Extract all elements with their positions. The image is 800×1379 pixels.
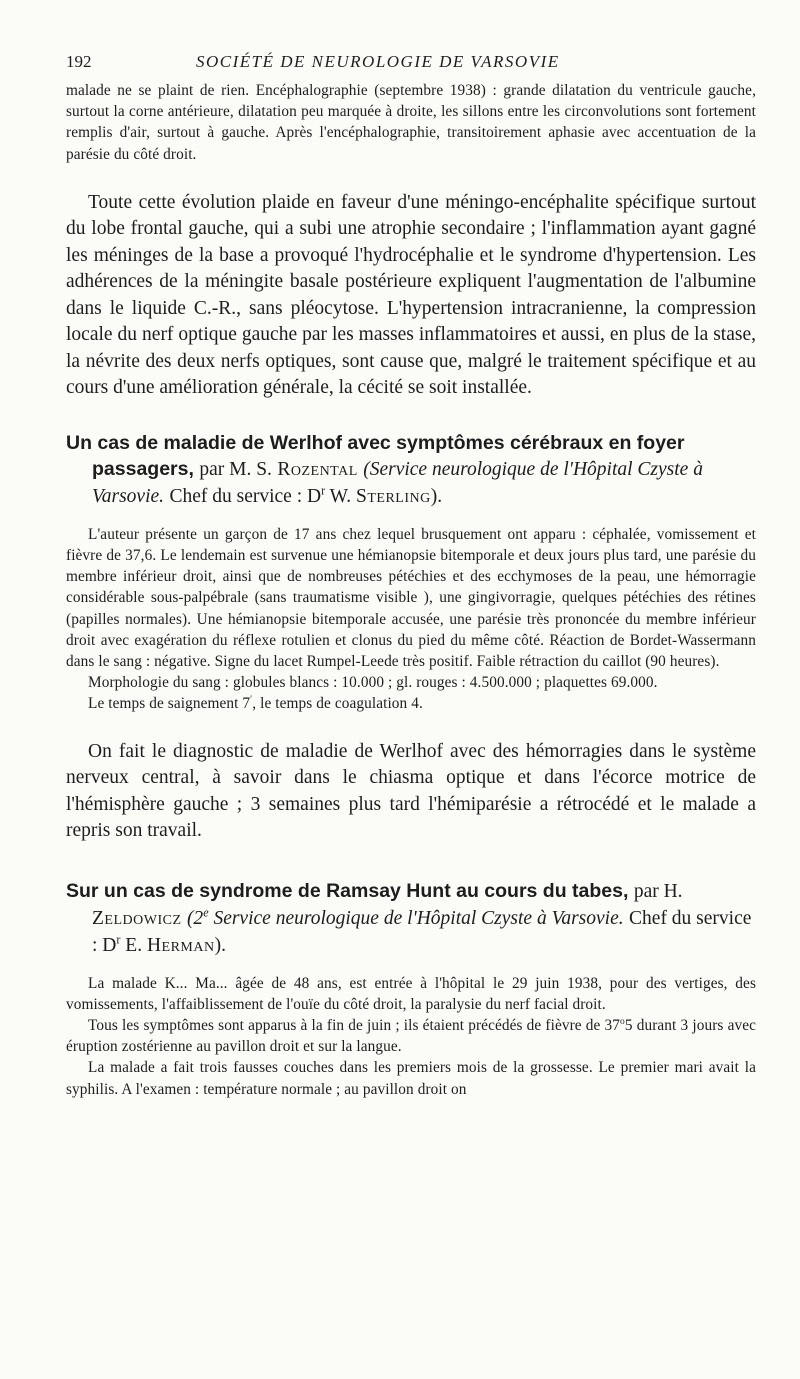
intro-paragraph: malade ne se plaint de rien. Encéphalographie (septembre 1938) : grande dilatation du ventricule gauche, surtout la corne antérieure, dilatation peu marquée à droite, les sillons entre les circonvolutions sont fortement remplis d'air, surtout à gauche. Après l'encéphalographie, transitoirement aphasie avec accentuation de la parésie du côté droit. — [66, 82, 756, 163]
article-2-heading — [66, 878, 756, 959]
article-2-by: par H. — [633, 880, 683, 902]
article-2-paragraph-2: Tous les symptômes sont apparus à la fin de juin ; ils étaient précédés de fièvre de 37$^o$5 durant 3 jours avec éruption zostérienne au pavillon droit et sur la langue. — [66, 1016, 756, 1056]
article-2-paragraph-1: La malade K... Ma... âgée de 48 ans, est entrée à l'hôpital le 29 juin 1938, pour des vertiges, des vomissements, l'affaiblissement de l'ouïe du côté droit, la paralysie du nerf facial droit. — [66, 974, 756, 1013]
page — [66, 52, 756, 1100]
running-title: SOCIÉTÉ DE NEUROLOGIE DE VARSOVIE — [196, 52, 560, 71]
article-2-author: Zeldowicz — [92, 907, 182, 929]
article-1-diagnosis: On fait le diagnostic de maladie de Werlhof avec des hémorragies dans le système nerveux central, à savoir dans le chiasma optique et dans l'écorce motrice de l'hémisphère gauche ; 3 semaines plus tard l'hémiparésie a rétrocédé et le malade a repris son travail. — [66, 740, 756, 842]
article-2-paragraph-3: La malade a fait trois fausses couches dans les premiers mois de la grossesse. Le premier mari avait la syphilis. A l'examen : température normale ; au pavillon droit on — [66, 1059, 756, 1098]
page-header — [66, 52, 756, 80]
article-1-heading — [66, 430, 756, 510]
article-1-paragraph-2: Morphologie du sang : globules blancs : 10.000 ; gl. rouges : 4.500.000 ; plaquettes 69.000. — [88, 674, 658, 692]
article-1-paragraph-3: Le temps de saignement 7′, le temps de coagulation 4. — [88, 695, 423, 713]
article-1-author: Rozental — [277, 458, 358, 480]
article-2-title: Sur un cas de syndrome de Ramsay Hunt au cours du tabes, — [66, 879, 629, 902]
article-1-service: (Service neurologique de l'Hôpital Czyste à Varsovie. — [92, 458, 703, 507]
page-number: 192 — [66, 52, 92, 71]
article-1-chef: Chef du service : $D^r$ W. Sterling). — [169, 483, 443, 507]
article-2-chef: Chef du service : $D^r$ E. Herman). — [92, 907, 752, 956]
article-1-paragraph-1: L'auteur présente un garçon de 17 ans chez lequel brusquement ont apparu : céphalée, vomissement et fièvre de 37,6. Le lendemain est survenue une hémianopsie bitemporale et deux jours plus tard, une parésie du membre inférieur droit, ainsi que de nombreuses pétéchies et des ecchymoses de la peau, une hémorragie considérable sous-palpébrale (sans traumatisme visible ), une gingivorragie, quelques pétéchies des rétines (papilles normales). Une hémianopsie bitemporale accusée, une parésie très prononcée du membre inférieur droit avec exagération du réflexe rotulien et clonus du pied du même côté. Réaction de Bordet-Wassermann dans le sang : négative. Signe du lacet Rumpel-Leede très positif. Faible rétraction du caillot (90 heures). — [66, 525, 756, 671]
article-1-by: par M. S. — [199, 458, 272, 480]
conclusion-paragraph: Toute cette évolution plaide en faveur d'une méningo-encéphalite spécifique surtout du lobe frontal gauche, qui a subi une atrophie secondaire ; l'inflammation ayant gagné les méninges de la base a provoqué l'hydrocéphalie et le syndrome d'hypertension. Les adhérences de la méningite basale postérieure expliquent l'augmentation de l'albumine dans le liquide C.-R., sans pléocytose. L'hypertension intracranienne, la compression locale du nerf optique gauche par les masses inflammatoires et aussi, en plus de la stase, la névrite des deux nerfs optiques, sont cause que, malgré le traitement spécifique et au cours d'une amélioration générale, la cécité se soit installée. — [66, 191, 756, 399]
article-1-title: Un cas de maladie de Werlhof avec symptômes cérébraux en foyer passagers, — [66, 431, 685, 480]
article-2-service: (2e Service neurologique de l'Hôpital Czyste à Varsovie. — [186, 905, 624, 929]
